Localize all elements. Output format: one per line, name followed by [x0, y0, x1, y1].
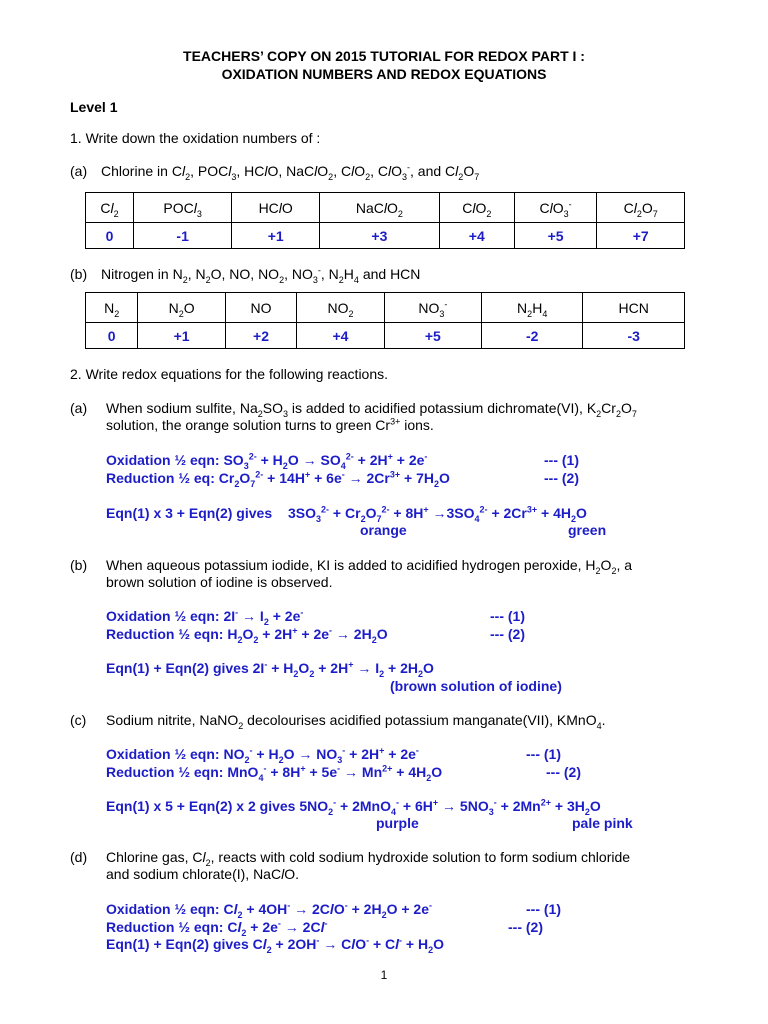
- q2a-label: (a): [70, 400, 88, 416]
- table-header-cell: ClO$_2$: [439, 193, 514, 223]
- q2c-reduction-eqn: Reduction ½ eqn: $MnO_4^- + 8H^+ + 5e^- \to Mn^{2+} + 4H_2O$: [106, 763, 443, 783]
- q2c-oxidation-tag: --- (1): [526, 746, 561, 762]
- chlorine-oxidation-table: [85, 192, 685, 249]
- q2b-text-2: brown solution of iodine is observed.: [106, 574, 333, 590]
- q2c-note-pale-pink: pale pink: [572, 815, 633, 831]
- table-value-cell: -2: [482, 323, 583, 349]
- q2a-oxidation-tag: --- (1): [544, 452, 579, 468]
- level-heading: Level 1: [70, 99, 118, 115]
- table-header-cell: $Cl_2O_7$: [597, 193, 685, 223]
- page-number: 1: [380, 968, 388, 982]
- q2c-text-1: Sodium nitrite, NaNO$_2$ decolourises acidified potassium manganate(VII), KMnO$_4$.: [106, 712, 606, 731]
- table-header-cell: POCl$_3$: [133, 193, 231, 223]
- q2d-oxidation-tag: --- (1): [526, 901, 561, 917]
- q1b-prompt: Nitrogen in $N_2$, $N_2O$, NO, $NO_2$, $NO_3^-$, $N_2H_4$ and HCN: [101, 265, 421, 285]
- table-value-cell: -3: [583, 323, 685, 349]
- table-value-cell: +1: [232, 223, 320, 249]
- q1a-label: (a): [70, 163, 88, 179]
- table-header-cell: $N_2H_4$: [482, 293, 583, 323]
- q1b-label: (b): [70, 266, 88, 282]
- table-value-cell: 0: [86, 323, 138, 349]
- table-header-cell: $N_2O$: [138, 293, 226, 323]
- q1-heading: 1. Write down the oxidation numbers of :: [70, 130, 321, 146]
- q1a-prompt: Chlorine in $Cl_2$, POCl$_3$, HClO, NaClO$_2$, ClO$_2$, ClO$_3$-, and $Cl_2O_7$: [101, 162, 480, 182]
- q2d-oxidation-eqn: Oxidation ½ eqn: $Cl_2 + 4OH^- \to 2ClO^- + 2H_2O + 2e^-$: [106, 900, 432, 920]
- q2a-text-1: When sodium sulfite, $Na_2SO_3$ is added to acidified potassium dichromate(VI), $K_2Cr_2O_7$: [106, 400, 637, 419]
- table-header-cell: HCN: [583, 293, 685, 323]
- q2b-note: (brown solution of iodine): [390, 678, 562, 694]
- table-value-cell: -1: [133, 223, 231, 249]
- table-header-cell: HClO: [232, 193, 320, 223]
- nitrogen-oxidation-table: [85, 292, 685, 349]
- table-value-cell: +5: [384, 323, 481, 349]
- title-line-2: OXIDATION NUMBERS AND REDOX EQUATIONS: [221, 66, 547, 82]
- q2a-oxidation-eqn: Oxidation ½ eqn: $SO_3^{2-} + H_2O \to SO_4^{2-} + 2H^+ + 2e^-$: [106, 451, 428, 471]
- q2d-reduction-tag: --- (2): [508, 919, 543, 935]
- q2b-oxidation-eqn: Oxidation ½ eqn: $2I^- \to I_2 + 2e^-$: [106, 607, 304, 627]
- q2b-reduction-tag: --- (2): [490, 626, 525, 642]
- table-header-cell: NO: [225, 293, 296, 323]
- q2b-text-1: When aqueous potassium iodide, KI is added to acidified hydrogen peroxide, $H_2O_2$, a: [106, 557, 633, 576]
- q2d-text-2: and sodium chlorate(I), NaClO.: [106, 866, 299, 882]
- q2b-oxidation-tag: --- (1): [490, 608, 525, 624]
- q2c-note-purple: purple: [376, 815, 419, 831]
- q2c-label: (c): [70, 712, 87, 728]
- q2a-sum-eqn: $3SO_3^{2-} + Cr_2O_7^{2-} + 8H^+ \to 3SO_4^{2-} + 2Cr^{3+} + 4H_2O$: [288, 504, 587, 524]
- q2d-sum-eqn: Eqn(1) + Eqn(2) gives $Cl_2 + 2OH^- \to ClO^- + Cl^- + H_2O$: [106, 935, 445, 955]
- table-header-cell: $N_2$: [86, 293, 138, 323]
- q2d-label: (d): [70, 849, 88, 865]
- table-value-cell: 0: [86, 223, 134, 249]
- q2b-reduction-eqn: Reduction ½ eqn: $H_2O_2 + 2H^+ + 2e^- \to 2H_2O$: [106, 625, 388, 645]
- q2a-sum-label: Eqn(1) x 3 + Eqn(2) gives: [106, 505, 273, 521]
- q2-heading: 2. Write redox equations for the following reactions.: [70, 366, 389, 382]
- table-header-cell: ClO$_3$-: [514, 193, 597, 223]
- q2c-sum-eqn: Eqn(1) x 5 + Eqn(2) x 2 gives $5NO_2^- + 2MnO_4^- + 6H^+ \to 5NO_3^- + 2Mn^{2+} + 3H_2O$: [106, 797, 601, 817]
- table-header-cell: NaClO$_2$: [320, 193, 440, 223]
- q2c-oxidation-eqn: Oxidation ½ eqn: $NO_2^- + H_2O \to NO_3^- + 2H^+ + 2e^-$: [106, 745, 419, 765]
- q2b-sum-eqn: Eqn(1) + Eqn(2) gives $2I^- + H_2O_2 + 2H^+ \to I_2 + 2H_2O$: [106, 659, 434, 679]
- q2d-reduction-eqn: Reduction ½ eqn: $Cl_2 + 2e^- \to 2Cl^-$: [106, 918, 328, 938]
- q2a-note-green: green: [568, 522, 607, 538]
- table-header-cell: $Cl_2$: [86, 193, 134, 223]
- title-line-1: TEACHERS’ COPY ON 2015 TUTORIAL FOR REDOX PART I :: [183, 48, 585, 64]
- table-value-cell: +5: [514, 223, 597, 249]
- table-value-cell: +2: [225, 323, 296, 349]
- q2d-text-1: Chlorine gas, $Cl_2$, reacts with cold sodium hydroxide solution to form sodium chloride: [106, 849, 631, 868]
- table-value-cell: +7: [597, 223, 685, 249]
- q2a-reduction-tag: --- (2): [544, 470, 579, 486]
- q2c-reduction-tag: --- (2): [546, 764, 581, 780]
- q2a-note-orange: orange: [360, 522, 407, 538]
- q2a-text-2: solution, the orange solution turns to green $Cr^{3+}$ ions.: [106, 416, 434, 433]
- q2b-label: (b): [70, 557, 88, 573]
- table-header-cell: $NO_2$: [297, 293, 385, 323]
- table-value-cell: +4: [439, 223, 514, 249]
- q2a-reduction-eqn: Reduction ½ eq: $Cr_2O_7^{2-} + 14H^+ + 6e^- \to 2Cr^{3+} + 7H_2O$: [106, 469, 450, 489]
- table-value-cell: +4: [297, 323, 385, 349]
- table-value-cell: +1: [138, 323, 226, 349]
- table-value-cell: +3: [320, 223, 440, 249]
- table-header-cell: $NO_3^-$: [384, 293, 481, 323]
